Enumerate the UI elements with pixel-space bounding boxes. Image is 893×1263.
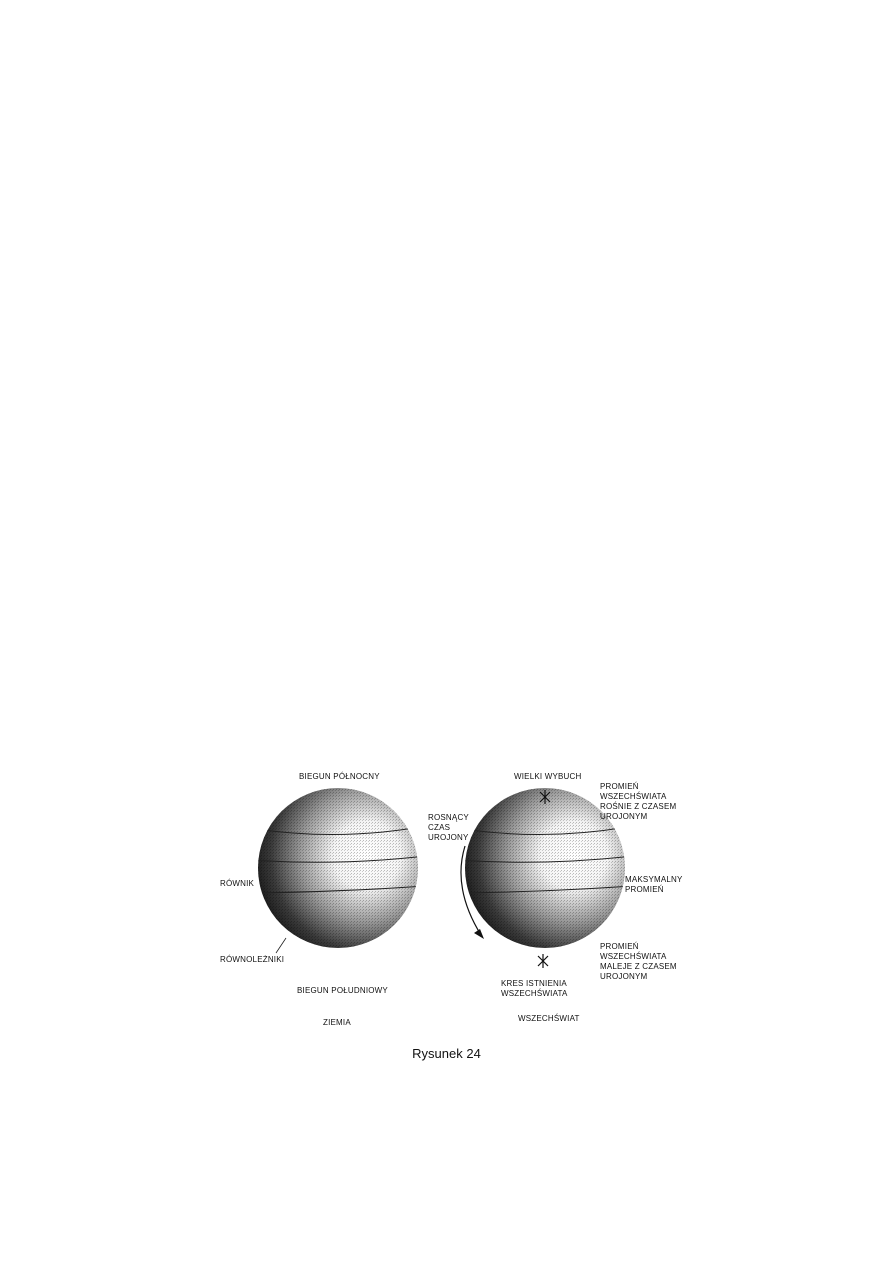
earth-north-pole-label: BIEGUN PÓŁNOCNY (299, 772, 380, 781)
earth-sphere (250, 788, 426, 953)
universe-imaginary-time-label: ROSNĄCY CZAS UROJONY (428, 813, 469, 842)
universe-radius-shrinks-label: PROMIEŃ WSZECHŚWIATA MALEJE Z CZASEM UROJONYM (600, 942, 677, 981)
universe-max-radius-label: MAKSYMALNY PROMIEŃ (625, 875, 683, 894)
universe-title: WSZECHŚWIAT (518, 1014, 580, 1023)
universe-big-bang-label: WIELKI WYBUCH (514, 772, 582, 781)
earth-equator-label: RÓWNIK (220, 879, 255, 888)
parallels-pointer (276, 938, 286, 953)
figure-caption: Rysunek 24 (412, 1046, 481, 1061)
earth-south-pole-label: BIEGUN POŁUDNIOWY (297, 986, 388, 995)
earth-parallels-label: RÓWNOLEŻNIKI (220, 955, 285, 964)
universe-end-label: KRES ISTNIENIA WSZECHŚWIATA (501, 979, 568, 998)
end-star-icon (538, 954, 548, 968)
universe-radius-grows-label: PROMIEŃ WSZECHŚWIATA ROŚNIE Z CZASEM UROJONYM (600, 782, 677, 821)
earth-title: ZIEMIA (323, 1018, 351, 1027)
